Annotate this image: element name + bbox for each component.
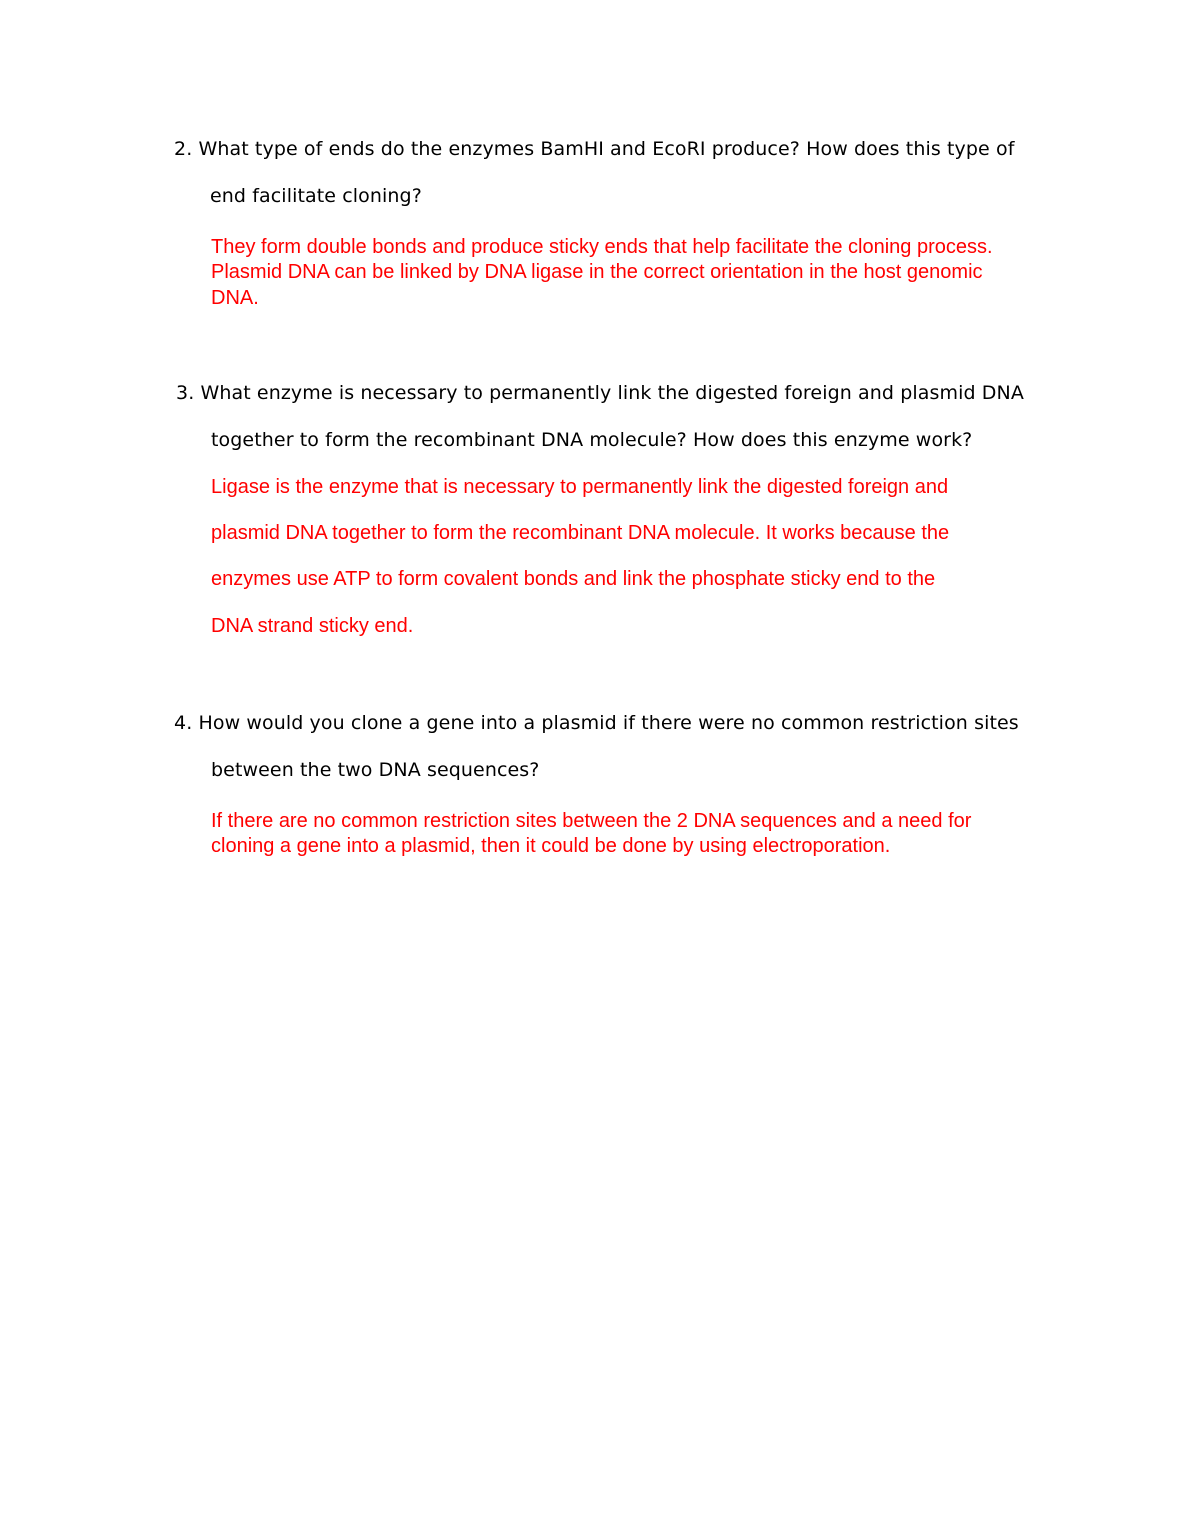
question-text: What enzyme is necessary to permanently link the digested foreign and plasmid DNA: [200, 382, 1024, 404]
answer-text: plasmid DNA together to form the recombinant DNA molecule. It works because the: [211, 522, 950, 544]
question-text: end facilitate cloning?: [210, 185, 422, 207]
answer-text: They form double bonds and produce sticky ends that help facilitate the cloning process.: [211, 236, 993, 258]
question-line: [176, 382, 1024, 404]
answer-text: enzymes use ATP to form covalent bonds and link the phosphate sticky end to the: [211, 568, 936, 590]
answer-text: Ligase is the enzyme that is necessary to permanently link the digested foreign and: [211, 476, 949, 498]
question-number: 2.: [174, 138, 193, 160]
answer-text: Plasmid DNA can be linked by DNA ligase in the correct orientation in the host genomic: [211, 261, 983, 283]
question-line: [174, 712, 1019, 734]
question-text: between the two DNA sequences?: [211, 759, 540, 781]
answer-text: DNA strand sticky end.: [211, 615, 414, 637]
answer-text: cloning a gene into a plasmid, then it could be done by using electroporation.: [211, 835, 891, 857]
answer-text: If there are no common restriction sites between the 2 DNA sequences and a need for: [211, 810, 972, 832]
question-text: together to form the recombinant DNA molecule? How does this enzyme work?: [211, 429, 973, 451]
question-number: 4.: [174, 712, 193, 734]
question-text: How would you clone a gene into a plasmid if there were no common restriction sites: [198, 712, 1019, 734]
question-text: What type of ends do the enzymes BamHI and EcoRI produce? How does this type of: [198, 138, 1015, 160]
question-number: 3.: [176, 382, 195, 404]
answer-text: DNA.: [211, 287, 259, 309]
question-line: [174, 138, 1015, 160]
